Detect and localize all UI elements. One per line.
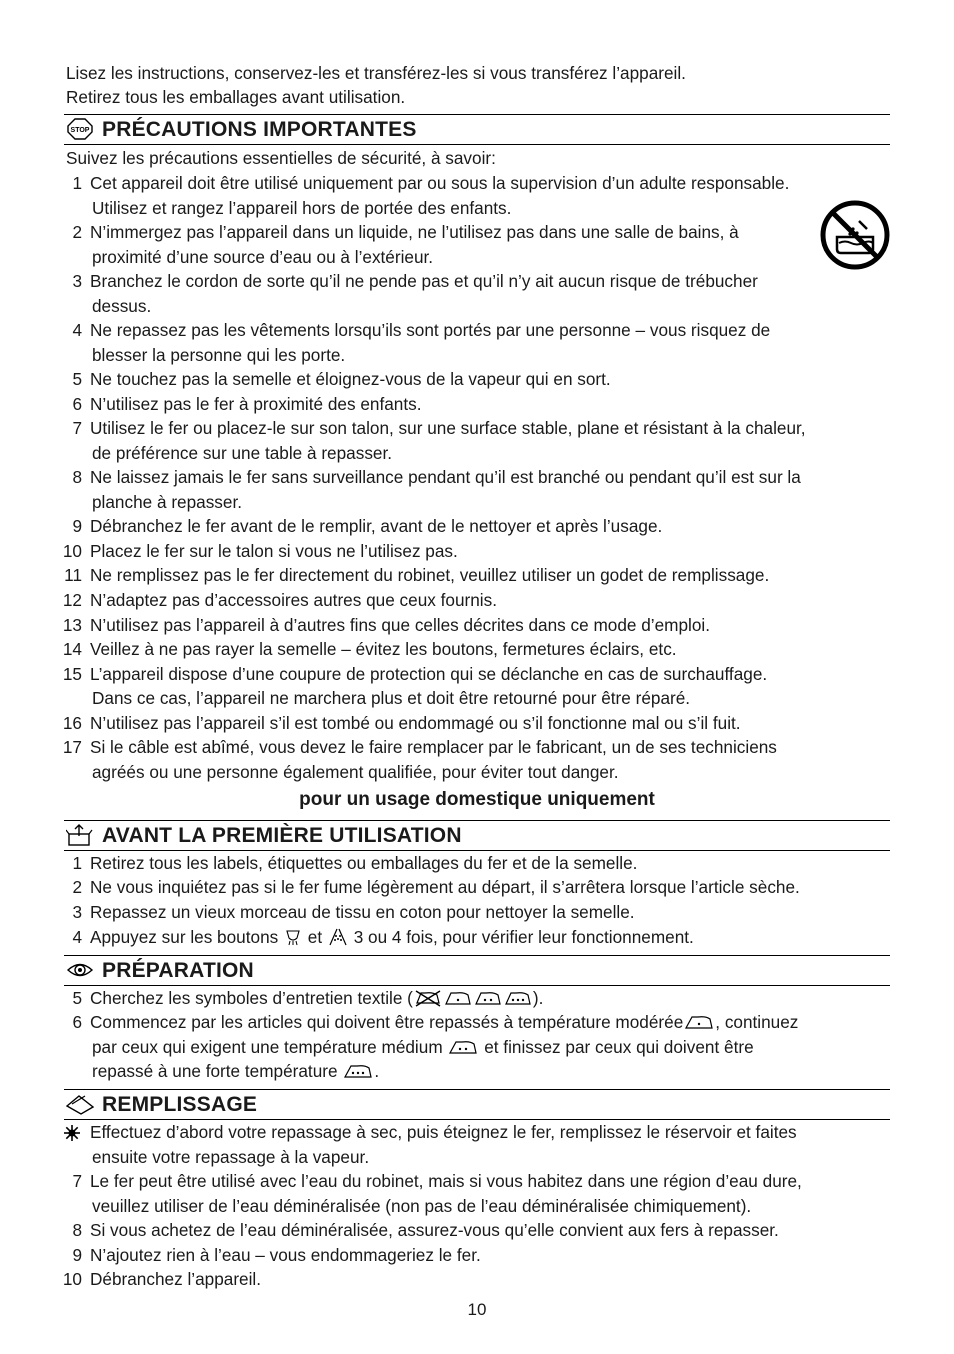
list-item-text: ( bbox=[407, 988, 413, 1008]
list-item: N’ajoutez rien à l’eau – vous endommageriez le fer. bbox=[90, 1245, 481, 1265]
section-header-preparation bbox=[64, 955, 890, 986]
spray-button-icon bbox=[327, 928, 349, 946]
svg-text:STOP: STOP bbox=[70, 127, 90, 134]
list-item: Ne touchez pas la semelle et éloignez-vous de la vapeur qui en sort. bbox=[90, 369, 611, 389]
list-item-text: Commencez par les articles qui doivent être repassés à température modérée bbox=[90, 1012, 684, 1032]
item-number: 7 bbox=[72, 1171, 82, 1191]
filling-note: ensuite votre repassage à la vapeur. bbox=[92, 1147, 370, 1167]
item-number: 7 bbox=[72, 418, 82, 438]
item-number: 3 bbox=[72, 902, 82, 922]
list-item: Branchez le cordon de sorte qu’il ne pende pas et qu’il n’y ait aucun risque de trébucher bbox=[90, 271, 758, 291]
item-number: 9 bbox=[72, 1245, 82, 1265]
water-tank-icon bbox=[66, 1093, 94, 1115]
no-iron-symbol-icon bbox=[413, 989, 443, 1007]
list-item: Si vous achetez de l’eau déminéralisée, assurez-vous qu’elle convient aux fers à repasser. bbox=[90, 1220, 779, 1240]
item-number: 1 bbox=[72, 853, 82, 873]
list-item: Utilisez et rangez l’appareil hors de portée des enfants. bbox=[92, 198, 512, 218]
list-item bbox=[92, 1035, 754, 1060]
item-number: 8 bbox=[72, 1220, 82, 1240]
list-item: Veillez à ne pas rayer la semelle – évitez les boutons, fermetures éclairs, etc. bbox=[90, 639, 677, 659]
iron-three-dots-icon bbox=[342, 1062, 374, 1080]
item-number: 5 bbox=[72, 369, 82, 389]
list-item-text: Appuyez sur les boutons bbox=[90, 927, 279, 947]
list-item-text: par ceux qui exigent une température médium bbox=[92, 1037, 443, 1057]
list-item-text: Cherchez les symboles d’entretien textile bbox=[90, 988, 403, 1008]
list-item: Repassez un vieux morceau de tissu en coton pour nettoyer la semelle. bbox=[90, 902, 635, 922]
section-header-filling bbox=[64, 1089, 890, 1120]
item-number: 16 bbox=[62, 713, 82, 733]
list-item bbox=[90, 925, 694, 950]
eye-icon bbox=[66, 959, 94, 981]
list-item: Ne remplissez pas le fer directement du robinet, veuillez utiliser un godet de remplissage. bbox=[90, 565, 770, 585]
section-title-filling: REMPLISSAGE bbox=[102, 1093, 258, 1116]
list-item: N’utilisez pas l’appareil s’il est tombé ou endommagé ou s’il fonctionne mal ou s’il fuit. bbox=[90, 713, 741, 733]
intro-line-1: Lisez les instructions, conservez-les et transférez-les si vous transférez l’appareil. bbox=[66, 63, 686, 83]
list-item-text: et finissez par ceux qui doivent être bbox=[484, 1037, 754, 1057]
unpack-box-icon bbox=[66, 824, 94, 846]
list-item: Débranchez l’appareil. bbox=[90, 1269, 262, 1289]
item-number: 8 bbox=[72, 467, 82, 487]
section-header-first-use bbox=[64, 820, 890, 851]
list-item: Ne vous inquiétez pas si le fer fume légèrement au départ, il s’arrêtera lorsque l’article sèche. bbox=[90, 877, 800, 897]
list-item: Cet appareil doit être utilisé uniquement par ou sous la supervision d’un adulte responsable. bbox=[90, 173, 790, 193]
item-number: 13 bbox=[62, 615, 82, 635]
list-item: Placez le fer sur le talon si vous ne l’utilisez pas. bbox=[90, 541, 458, 561]
list-item: Ne laissez jamais le fer sans surveillance pendant qu’il est branché ou pendant qu’il est sur la bbox=[90, 467, 801, 487]
item-number: 4 bbox=[72, 320, 82, 340]
list-item-text: ). bbox=[532, 988, 544, 1008]
item-number: 17 bbox=[62, 737, 82, 757]
page-number: 10 bbox=[467, 1300, 487, 1319]
list-item: agréés ou une personne également qualifiée, pour éviter tout danger. bbox=[92, 762, 619, 782]
list-item: Le fer peut être utilisé avec l’eau du robinet, mais si vous habitez dans une région d’eau dure, bbox=[90, 1171, 802, 1191]
iron-two-dots-icon bbox=[473, 989, 503, 1007]
list-item: Ne repassez pas les vêtements lorsqu’ils sont portés par une personne – vous risquez de bbox=[90, 320, 771, 340]
item-number: 9 bbox=[72, 516, 82, 536]
list-item bbox=[90, 986, 543, 1011]
list-item bbox=[92, 1059, 379, 1084]
item-number: 6 bbox=[72, 1012, 82, 1032]
item-number: 12 bbox=[62, 590, 82, 610]
list-item: N’utilisez pas le fer à proximité des enfants. bbox=[90, 394, 422, 414]
section-header-precautions bbox=[64, 114, 890, 145]
section-title-preparation: PRÉPARATION bbox=[102, 959, 254, 982]
list-item: N’utilisez pas l’appareil à d’autres fins que celles décrites dans ce mode d’emploi. bbox=[90, 615, 711, 635]
iron-one-dot-icon bbox=[683, 1013, 715, 1031]
list-item: blesser la personne qui les porte. bbox=[92, 345, 346, 365]
list-item: N’immergez pas l’appareil dans un liquide, ne l’utilisez pas dans une salle de bains, à bbox=[90, 222, 739, 242]
list-item: Si le câble est abîmé, vous devez le faire remplacer par le fabricant, un de ses techniciens bbox=[90, 737, 777, 757]
list-item: de préférence sur une table à repasser. bbox=[92, 443, 393, 463]
item-number: 10 bbox=[62, 541, 82, 561]
no-bath-warning-icon bbox=[819, 199, 891, 271]
item-number: 1 bbox=[72, 173, 82, 193]
list-item-text: , continuez bbox=[715, 1012, 799, 1032]
section-title-precautions: PRÉCAUTIONS IMPORTANTES bbox=[102, 118, 417, 141]
filling-note: Effectuez d’abord votre repassage à sec, puis éteignez le fer, remplissez le réservoir et faites bbox=[90, 1122, 797, 1142]
iron-two-dots-icon bbox=[447, 1038, 479, 1056]
section-title-first-use: AVANT LA PREMIÈRE UTILISATION bbox=[102, 824, 462, 847]
item-number: 4 bbox=[72, 927, 82, 947]
precautions-lead: Suivez les précautions essentielles de sécurité, à savoir: bbox=[66, 148, 496, 168]
list-item: planche à repasser. bbox=[92, 492, 243, 512]
list-item: Dans ce cas, l’appareil ne marchera plus et doit être retourné pour être réparé. bbox=[92, 688, 691, 708]
item-number: 14 bbox=[62, 639, 82, 659]
steam-button-icon bbox=[283, 928, 303, 946]
iron-one-dot-icon bbox=[443, 989, 473, 1007]
list-item: L’appareil dispose d’une coupure de protection qui se déclanche en cas de surchauffage. bbox=[90, 664, 768, 684]
list-item: N’adaptez pas d’accessoires autres que ceux fournis. bbox=[90, 590, 497, 610]
item-number: 15 bbox=[62, 664, 82, 684]
list-item: veuillez utiliser de l’eau déminéralisée (non pas de l’eau déminéralisée chimiquement). bbox=[92, 1196, 752, 1216]
domestic-use-note: pour un usage domestique uniquement bbox=[299, 789, 655, 810]
list-item-text: 3 ou 4 fois, pour vérifier leur fonctionnement. bbox=[353, 927, 694, 947]
item-number: 10 bbox=[62, 1269, 82, 1289]
list-item: Retirez tous les labels, étiquettes ou emballages du fer et de la semelle. bbox=[90, 853, 638, 873]
item-number: 3 bbox=[72, 271, 82, 291]
item-number: 2 bbox=[72, 877, 82, 897]
list-item-text: . bbox=[374, 1061, 380, 1081]
stop-icon bbox=[66, 118, 94, 140]
list-item: proximité d’une source d’eau ou à l’extérieur. bbox=[92, 247, 434, 267]
list-item-text: et bbox=[307, 927, 323, 947]
list-item: Débranchez le fer avant de le remplir, avant de le nettoyer et après l’usage. bbox=[90, 516, 663, 536]
item-number: 5 bbox=[72, 988, 82, 1008]
list-item: dessus. bbox=[92, 296, 152, 316]
item-number: 2 bbox=[72, 222, 82, 242]
iron-three-dots-icon bbox=[503, 989, 533, 1007]
list-item: Utilisez le fer ou placez-le sur son talon, sur une surface stable, plane et résistant à la chaleur, bbox=[90, 418, 806, 438]
list-item-text: repassé à une forte température bbox=[92, 1061, 338, 1081]
item-number: 6 bbox=[72, 394, 82, 414]
item-number: 11 bbox=[64, 565, 82, 585]
sun-star-icon bbox=[63, 1124, 81, 1142]
intro-line-2: Retirez tous les emballages avant utilisation. bbox=[66, 87, 406, 107]
list-item bbox=[90, 1010, 798, 1035]
